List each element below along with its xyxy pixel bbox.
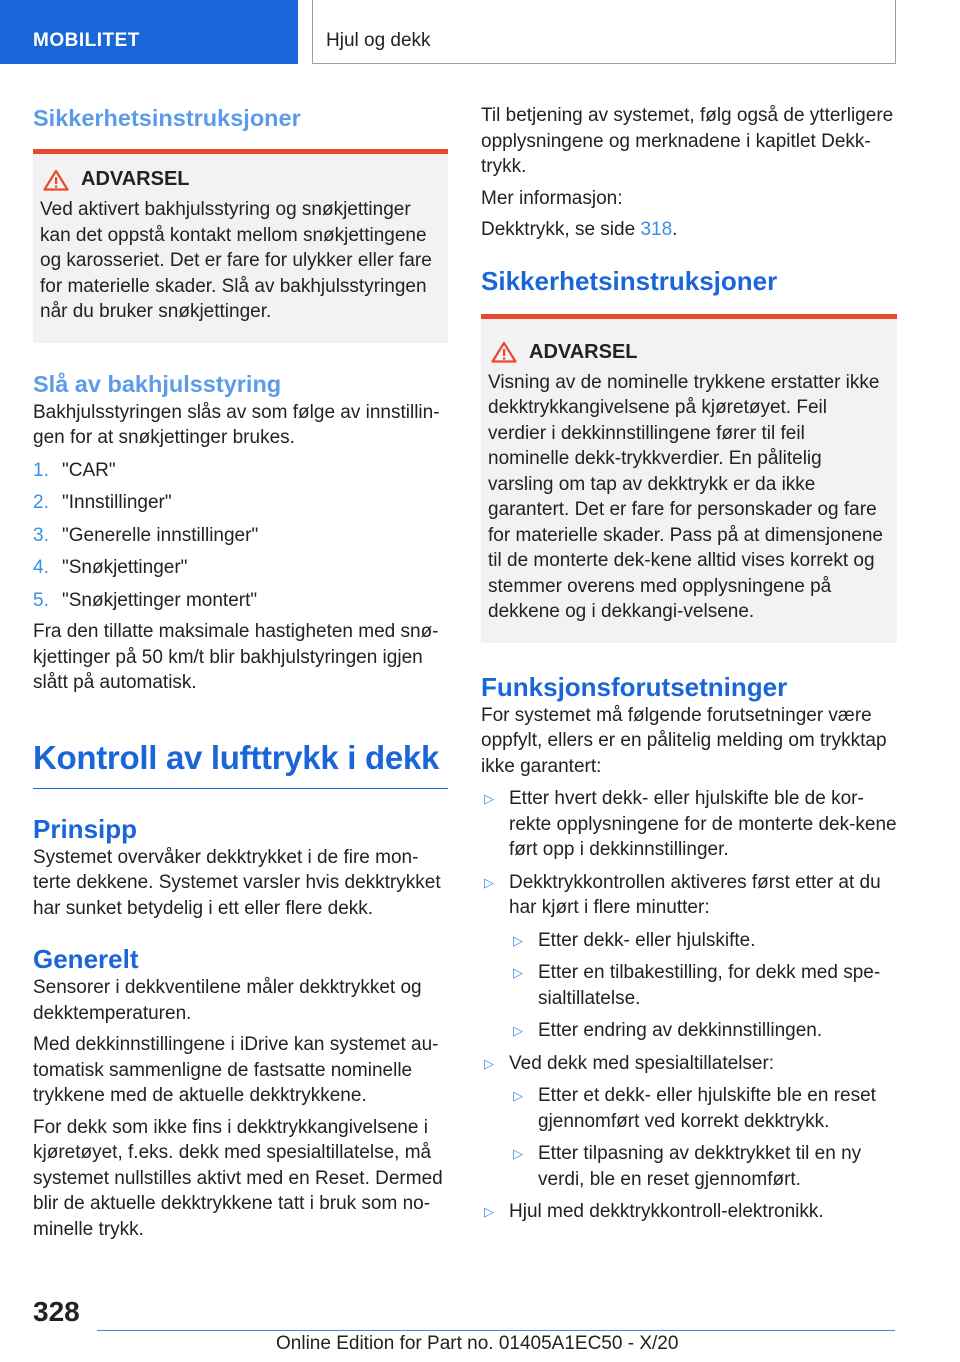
general-text-3: For dekk som ikke fins i dekktrykkangivelsene i kjøretøyet, f.eks. dekk med spesialtillatelse, må systemet nullstilles aktivt med en Reset. Dermed blir de aktuelle dekktrykkene tatt i bruk som no-minelle trykk. — [33, 1116, 443, 1240]
list-item: ▷ Etter en tilbakestilling, for dekk med spe-sialtillatelse. — [481, 960, 897, 1011]
list-item: 2. "Innstillinger" — [33, 492, 172, 513]
page-number: 328 — [33, 1296, 80, 1327]
more-info-label: Mer informasjon: — [481, 187, 623, 209]
warning-triangle-icon — [43, 169, 69, 191]
footer-edition: Online Edition for Part no. 01405A1EC50 - X/20 — [276, 1333, 679, 1354]
bullet-triangle-icon: ▷ — [484, 791, 494, 806]
main-heading: Kontroll av lufttrykk i dekk — [33, 738, 440, 776]
prerequisites-heading: Funksjonsforutsetninger — [481, 671, 788, 702]
steps-list — [33, 458, 448, 614]
section-tab — [0, 0, 298, 64]
list-item: 5. "Snøkjettinger montert" — [33, 589, 258, 611]
warning-triangle-icon — [491, 341, 517, 363]
warning-box-tyre-pressure — [481, 314, 897, 643]
page-link[interactable]: 318 — [640, 219, 673, 240]
cross-reference: Dekktrykk, se side 318. — [481, 219, 678, 240]
prerequisites-list — [481, 786, 897, 1225]
general-text-1: Sensorer i dekkventilene måler dekktrykket og dekktemperaturen. — [33, 977, 422, 1024]
principle-text: Systemet overvåker dekktrykket i de fire mon-terte dekkene. Systemet varsler hvis dekktrykket har sunket betydelig i ett eller flere dekk. — [33, 846, 441, 919]
warning-box-rear-steering — [33, 149, 448, 343]
warning-text: Visning av de nominelle trykkene erstatter ikke dekktrykkangivelsene på kjøretøyet. Feil verdier i dekkinnstillingene fører til feil nominelle dekk-trykkverdier. En pålitelig varsling om tap av dekktrykk er da ikke garantert. Det er fare for personskader og fare for materielle skader. Pass på at dimensjonene til de monterte dek-kene alltid vises korrekt og stemmer overens med opplysningene på dekkene og i dekkangi-velsene. — [488, 371, 883, 622]
rear-steering-after: Fra den tillatte maksimale hastigheten med snø-kjettinger på 50 km/t blir bakhjulstyringen igjen slått på automatisk. — [33, 621, 439, 693]
list-item: 3. "Generelle innstillinger" — [33, 524, 259, 546]
list-item: ▷ Etter et dekk- eller hjulskifte ble en reset gjennomført ved korrekt dekktrykk. — [481, 1083, 897, 1134]
bullet-triangle-icon: ▷ — [484, 1204, 494, 1219]
general-heading: Generelt — [33, 944, 139, 974]
warning-text: Ved aktivert bakhjulsstyring og snøkjettinger kan det oppstå kontakt mellom snøkjettingene og karosseriet. Det er fare for ulykker eller fare for materielle skader. Slå av bakhjulsstyringen når du bruker snøkjettinger. — [40, 199, 432, 322]
list-item: 4. "Snøkjettinger" — [33, 557, 188, 578]
list-item: ▷ Etter dekk- eller hjulskifte. — [481, 928, 897, 954]
list-item: ▷ Etter tilpasning av dekktrykket til en ny verdi, ble en reset gjennomført. — [481, 1141, 897, 1192]
principle-heading: Prinsipp — [33, 813, 138, 844]
safety-heading-right: Sikkerhetsinstruksjoner — [481, 265, 778, 296]
prerequisites-intro: For systemet må følgende forutsetninger være oppfylt, ellers er en pålitelig melding om trykktap ikke garantert: — [481, 704, 887, 777]
general-text-2: Med dekkinnstillingene i iDrive kan systemet au-tomatisk sammenligne de fastsatte nominelle trykkene med de aktuelle dekktrykkene. — [33, 1034, 439, 1106]
bullet-triangle-icon: ▷ — [484, 1055, 494, 1071]
safety-heading-left: Sikkerhetsinstruksjoner — [33, 105, 301, 131]
bullet-triangle-icon: ▷ — [484, 874, 494, 890]
section-title: MOBILITET — [33, 30, 140, 51]
list-item: ▷ Etter hvert dekk- eller hjulskifte ble de kor-rekte opplysningene for de monterte dek-kene ført opp i dekkinnstillinger. — [481, 786, 897, 863]
chapter-title: Hjul og dekk — [326, 30, 431, 51]
bullet-triangle-icon: ▷ — [513, 1146, 523, 1161]
rear-steering-heading: Slå av bakhjulsstyring — [33, 370, 282, 397]
list-item: 1. "CAR" — [33, 459, 116, 481]
bullet-triangle-icon: ▷ — [513, 1023, 523, 1038]
bullet-triangle-icon: ▷ — [513, 1088, 523, 1103]
list-item: ▷ Dekktrykkontrollen aktiveres først etter at du har kjørt i flere minutter: — [481, 870, 897, 921]
right-column — [481, 100, 897, 1225]
heading-divider — [33, 788, 448, 789]
bullet-triangle-icon: ▷ — [513, 965, 523, 980]
list-item: ▷ Ved dekk med spesialtillatelser: — [481, 1051, 897, 1077]
list-item: ▷ Hjul med dekktrykkontroll-elektronikk. — [481, 1199, 897, 1225]
rear-steering-intro: Bakhjulsstyringen slås av som følge av innstillin-gen for at snøkjettinger brukes. — [33, 401, 440, 448]
left-column — [33, 100, 448, 1242]
warning-title: ADVARSEL — [81, 168, 190, 190]
list-item: ▷ Etter endring av dekkinnstillingen. — [481, 1018, 897, 1044]
chapter-tab — [312, 0, 896, 64]
warning-title: ADVARSEL — [529, 340, 638, 363]
footer-divider — [97, 1330, 895, 1331]
right-intro: Til betjening av systemet, følg også de ytterligere opplysningene og merknadene i kapitlet Dekk-trykk. — [481, 105, 894, 177]
bullet-triangle-icon: ▷ — [513, 932, 523, 948]
